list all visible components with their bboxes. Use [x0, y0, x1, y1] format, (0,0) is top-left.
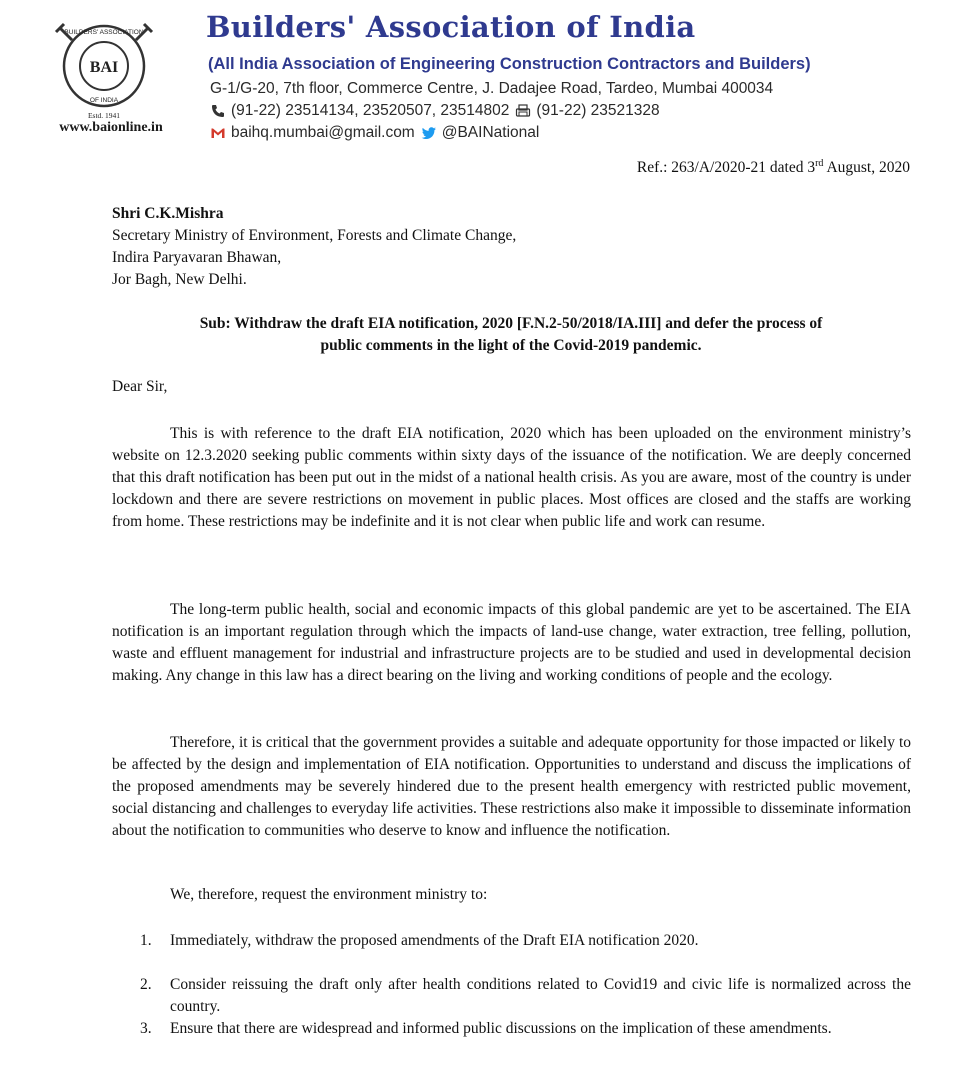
- paragraph-1: This is with reference to the draft EIA notification, 2020 which has been uploaded on the environment ministry’s website on 12.3.2020 seeking public comments within sixty days of the issuance of the notification. We are deeply concerned that this draft notification has been put out in the midst of a national health crisis. As you are aware, most of the country is under lockdown and there are severe restrictions on movement in public places. Most offices are closed and the staffs are working from home. These restrictions may be indefinite and it is not clear when public life and work can resume.: [112, 425, 911, 530]
- list-item: 3. Ensure that there are widespread and informed public discussions on the implication of these amendments.: [140, 1020, 832, 1037]
- reference-line: Ref.: 263/A/2020-21 dated 3rd August, 2020: [636, 158, 910, 177]
- phone-numbers: (91-22) 23514134, 23520507, 23514802: [231, 102, 510, 119]
- contact-line: [210, 102, 660, 120]
- website-link[interactable]: www.baionline.in: [59, 120, 163, 135]
- org-address: G-1/G-20, 7th floor, Commerce Centre, J. Dadajee Road, Tardeo, Mumbai 400034: [210, 80, 774, 97]
- email-icon: [210, 125, 226, 141]
- phone-icon: [210, 103, 226, 119]
- bai-logo: [46, 14, 162, 122]
- paragraph-2: The long-term public health, social and economic impacts of this global pandemic are yet to be ascertained. The EIA notification is an important regulation through which the impacts of land-use change, water extraction, tree felling, pollution, waste and effluent management for industrial and infrastructure projects are to be studied and used in developmental decision making. Any change in this law has a direct bearing on the living and working conditions of people and the ecology.: [112, 601, 911, 684]
- recipient-city: Jor Bagh, New Delhi.: [112, 271, 247, 288]
- twitter-handle[interactable]: @BAINational: [441, 124, 540, 141]
- recipient-name: Shri C.K.Mishra: [112, 205, 224, 222]
- subject-line: Sub: Withdraw the draft EIA notification, 2020 [F.N.2-50/2018/IA.III] and defer the process of public comments in the light of the Covid-2019 pandemic.: [199, 315, 823, 354]
- list-item: 1. Immediately, withdraw the proposed amendments of the Draft EIA notification 2020.: [140, 932, 699, 949]
- list-item: 2. Consider reissuing the draft only after health conditions related to Covid19 and civic life is normalized across the country.: [140, 976, 911, 1015]
- svg-text:Estd. 1941: Estd. 1941: [87, 111, 121, 120]
- salutation: Dear Sir,: [112, 378, 168, 395]
- fax-number: (91-22) 23521328: [536, 102, 660, 119]
- request-intro: We, therefore, request the environment ministry to:: [170, 886, 488, 903]
- twitter-icon: [421, 125, 437, 141]
- svg-text:OF INDIA: OF INDIA: [89, 97, 119, 104]
- letterhead: [0, 0, 960, 150]
- fax-icon: [515, 103, 531, 119]
- recipient-title: Secretary Ministry of Environment, Forests and Climate Change,: [112, 227, 517, 244]
- online-contact-line: [210, 124, 539, 142]
- recipient-building: Indira Paryavaran Bhawan,: [112, 249, 282, 266]
- svg-text:BUILDERS' ASSOCIATION: BUILDERS' ASSOCIATION: [64, 29, 144, 36]
- org-name: Builders' Association of India: [206, 10, 696, 44]
- recipient-address: [112, 203, 516, 291]
- svg-text:BAI: BAI: [89, 59, 119, 76]
- org-subtitle: (All India Association of Engineering Construction Contractors and Builders): [208, 55, 811, 73]
- email-address[interactable]: baihq.mumbai@gmail.com: [231, 124, 415, 141]
- paragraph-3: Therefore, it is critical that the government provides a suitable and adequate opportunity for those impacted or likely to be affected by the design and implementation of EIA notification. Opportunities to understand and discuss the implications of the proposed amendments may be severely hindered due to the present health emergency with restricted public movement, social distancing and challenges to everyday life activities. These restrictions also make it impossible to disseminate information about the notification to communities who deserve to know and influence the notification.: [112, 734, 911, 839]
